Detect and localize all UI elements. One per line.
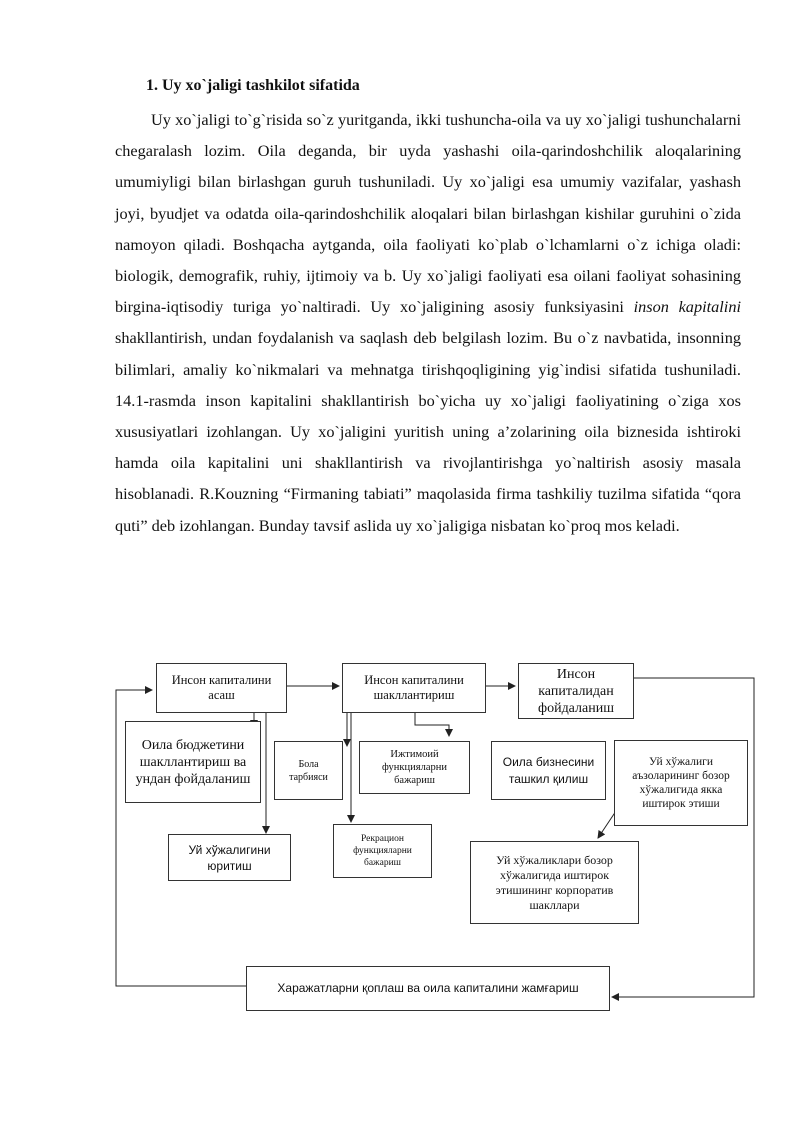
box-oila-budjeti [125,721,261,803]
box-rekreatsion-funksiyalar-label: Рекрацион функцияларни бажариш [353,834,412,868]
box-oila-budjeti-label: Оила бюджетини шакллантириш ва ундан фойдаланиш [135,737,251,787]
box-uy-xojaligini-yuritish [168,834,291,881]
box-xarajatlarni-qoplash [246,966,610,1011]
section-heading: 1. Uy xo`jaligi tashkilot sifatida [146,77,360,94]
box-ijtimoiy-funksiyalar-label: Ижтимоий функцияларни бажариш [382,749,447,786]
box-azolar-yakka-ishtirok-label: Уй хўжалиги аъзоларининг бозор хўжалигида якка иштирок этиши [632,756,730,810]
box-oila-biznesi [491,741,606,800]
box-korporativ-shakllar [470,841,639,924]
box-bola-tarbiyasi-label: Бола тарбияси [289,758,328,783]
box-inson-kapitalidan-foydalanish [518,663,634,719]
box-uy-xojaligini-yuritish-label: Уй хўжалигини юритиш [188,842,271,873]
box-azolar-yakka-ishtirok [614,740,748,826]
paragraph-text-1: Uy xo`jaligi to`g`risida so`z yuritganda, ikki tushuncha-oila va uy xo`jaligi tushunchalarni chegaralash lozim. Oila deganda, bir uyda yashashi oila-qarindoshchilik aloqalarining umumiyligi bilan birlashgan guruh tushuniladi. Uy xo`jaligi esa umumiy vazifalar, yashash joyi, byudjet va odatda oila-qarindoshchilik aloqalari bilan birlashgan kishilar guruhini o`zida namoyon qiladi. Boshqacha aytganda, oila faoliyati ko`plab o`lchamlarni o`z ichiga oladi: biologik, demografik, ruhiy, ijtimoiy va b. Uy xo`jaligi faoliyati esa oilani faoliyat sohasining birgina-iqtisodiy turiga yo`naltiradi. Uy xo`jaligining asosiy funksiyasini [115,110,741,317]
box-bola-tarbiyasi [274,741,343,800]
box-oila-biznesi-label: Оила бизнесини ташкил қилиш [502,754,595,786]
paragraph-text-2: shakllantirish, undan foydalanish va saqlash deb belgilash lozim. Bu o`z navbatida, insonning bilimlari, amaliy ko`nikmalari va mehnatga tirishqoqligining yig`indisi sifatida tushuniladi. 14.1-rasmda inson kapitalini shakllantirish bo`yicha uy xo`jaligi faoliyatining o`ziga xos xususiyatlari izohlangan. Uy xo`jaligini yuritish uning a’zolarining oila biznesida ishtiroki hamda oila kapitalini uni shakllantirish va rivojlantirishga yo`naltirish asosiy masala hisoblanadi. R.Kouzning “Firmaning tabiati” maqolasida firma tashkiliy tuzilma sifatida “qora quti” deb izohlangan. Bunday tavsif aslida uy xo`jaligiga nisbatan ko`proq mos keladi. [115,328,741,535]
box-ijtimoiy-funksiyalar [359,741,470,794]
paragraph-emphasis: inson kapitalini [633,297,741,317]
box-inson-kapitalidan-foydalanish-label: Инсон капиталидан фойдаланиш [538,666,614,716]
box-xarajatlarni-qoplash-label: Харажатларни қоплаш ва оила капиталини жамғариш [277,981,579,995]
box-inson-kapitalini-asash [156,663,287,713]
box-inson-kapitalini-shakllantirish-label: Инсон капиталини шакллантириш [364,673,464,702]
box-rekreatsion-funksiyalar [333,824,432,878]
box-inson-kapitalini-asash-label: Инсон капиталини асаш [171,673,272,702]
box-korporativ-shakllar-label: Уй хўжаликлари бозор хўжалигида иштирок этишининг корпоратив шакллари [495,852,614,912]
box-inson-kapitalini-shakllantirish [342,663,486,713]
